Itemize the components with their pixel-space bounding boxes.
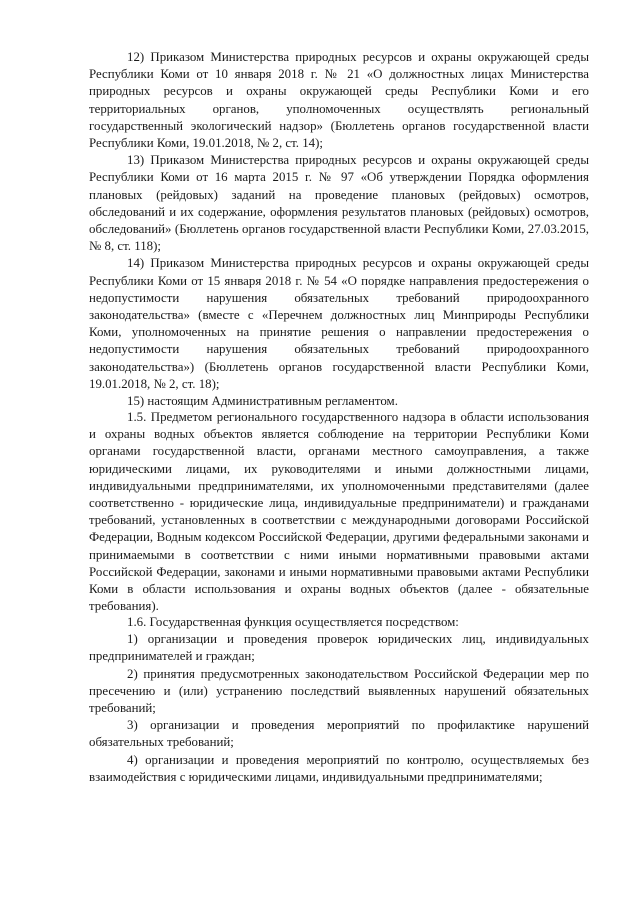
section-1-6-item-1: 1) организации и проведения проверок юридических лиц, индивидуальных предпринимателей и граждан;	[89, 632, 589, 664]
section-1-5	[89, 409, 589, 615]
section-1-6-item-3: 3) организации и проведения мероприятий по профилактике нарушений обязательных требований;	[89, 718, 589, 750]
section-1-6-item-2: 2) принятия предусмотренных законодательством Российской Федерации мер по пресечению и (или) устранению последствий выявленных нарушений обязательных требований;	[89, 666, 589, 716]
section-1-6-item-4: 4) организации и проведения мероприятий по контролю, осуществляемых без взаимодействия с юридическими лицами, индивидуальными предпринимателями;	[89, 752, 589, 784]
section-1-6-intro: 1.6. Государственная функция осуществляется посредством:	[127, 615, 459, 629]
section-1-5-paragraph: 1.5. Предметом регионального государственного надзора в области использования и охраны водных объектов является соблюдение на территории Республики Коми органами государственной власти, органами местного самоуправления, а также юридическими лицами, их руководителями и иными должностными лицами, индивидуальными предпринимателями, их уполномоченными представителями (далее соответственно - юридические лица, индивидуальные предприниматели) и гражданами требований, установленных в соответствии с международными договорами Российской Федерации, Водным кодексом Российской Федерации, другими федеральными законами и принимаемыми в соответствии с ними иными нормативными правовыми актами Российской Федерации, законами и иными нормативными правовыми актами Республики Коми в области использования и охраны водных объектов (далее - обязательные требования).	[89, 410, 589, 614]
list-block-items-12-15	[89, 49, 589, 410]
list-item-13: 13) Приказом Министерства природных ресурсов и охраны окружающей среды Республики Коми от 16 марта 2015 г. № 97 «Об утверждении Порядка оформления плановых (рейдовых) заданий на проведение плановых (рейдовых) осмотров, обследований и их содержание, оформления результатов плановых (рейдовых) осмотров, обследований» (Бюллетень органов государственной власти Республики Коми, 27.03.2015, № 8, ст. 118);	[89, 153, 589, 254]
section-1-6	[89, 614, 589, 786]
list-item-14: 14) Приказом Министерства природных ресурсов и охраны окружающей среды Республики Коми от 15 января 2018 г. № 54 «О порядке направления предостережения о недопустимости нарушения обязательных требований природоохранного законодательства» (вместе с «Перечнем должностных лиц Минприроды Республики Коми, уполномоченных на принятие решения о направлении предостережения о недопустимости нарушения обязательных требований природоохранного законодательства») (Бюллетень органов государственной власти Республики Коми, 19.01.2018, № 2, ст. 18);	[89, 256, 589, 391]
list-item-15: 15) настоящим Административным регламентом.	[127, 394, 398, 409]
list-item-12: 12) Приказом Министерства природных ресурсов и охраны окружающей среды Республики Коми от 10 января 2018 г. № 21 «О должностных лицах Министерства природных ресурсов и охраны окружающей среды Республики Коми и его территориальных органов, уполномоченных осуществлять региональный государственный экологический надзор» (Бюллетень органов государственной власти Республики Коми, 19.01.2018, № 2, ст. 14);	[89, 50, 589, 151]
